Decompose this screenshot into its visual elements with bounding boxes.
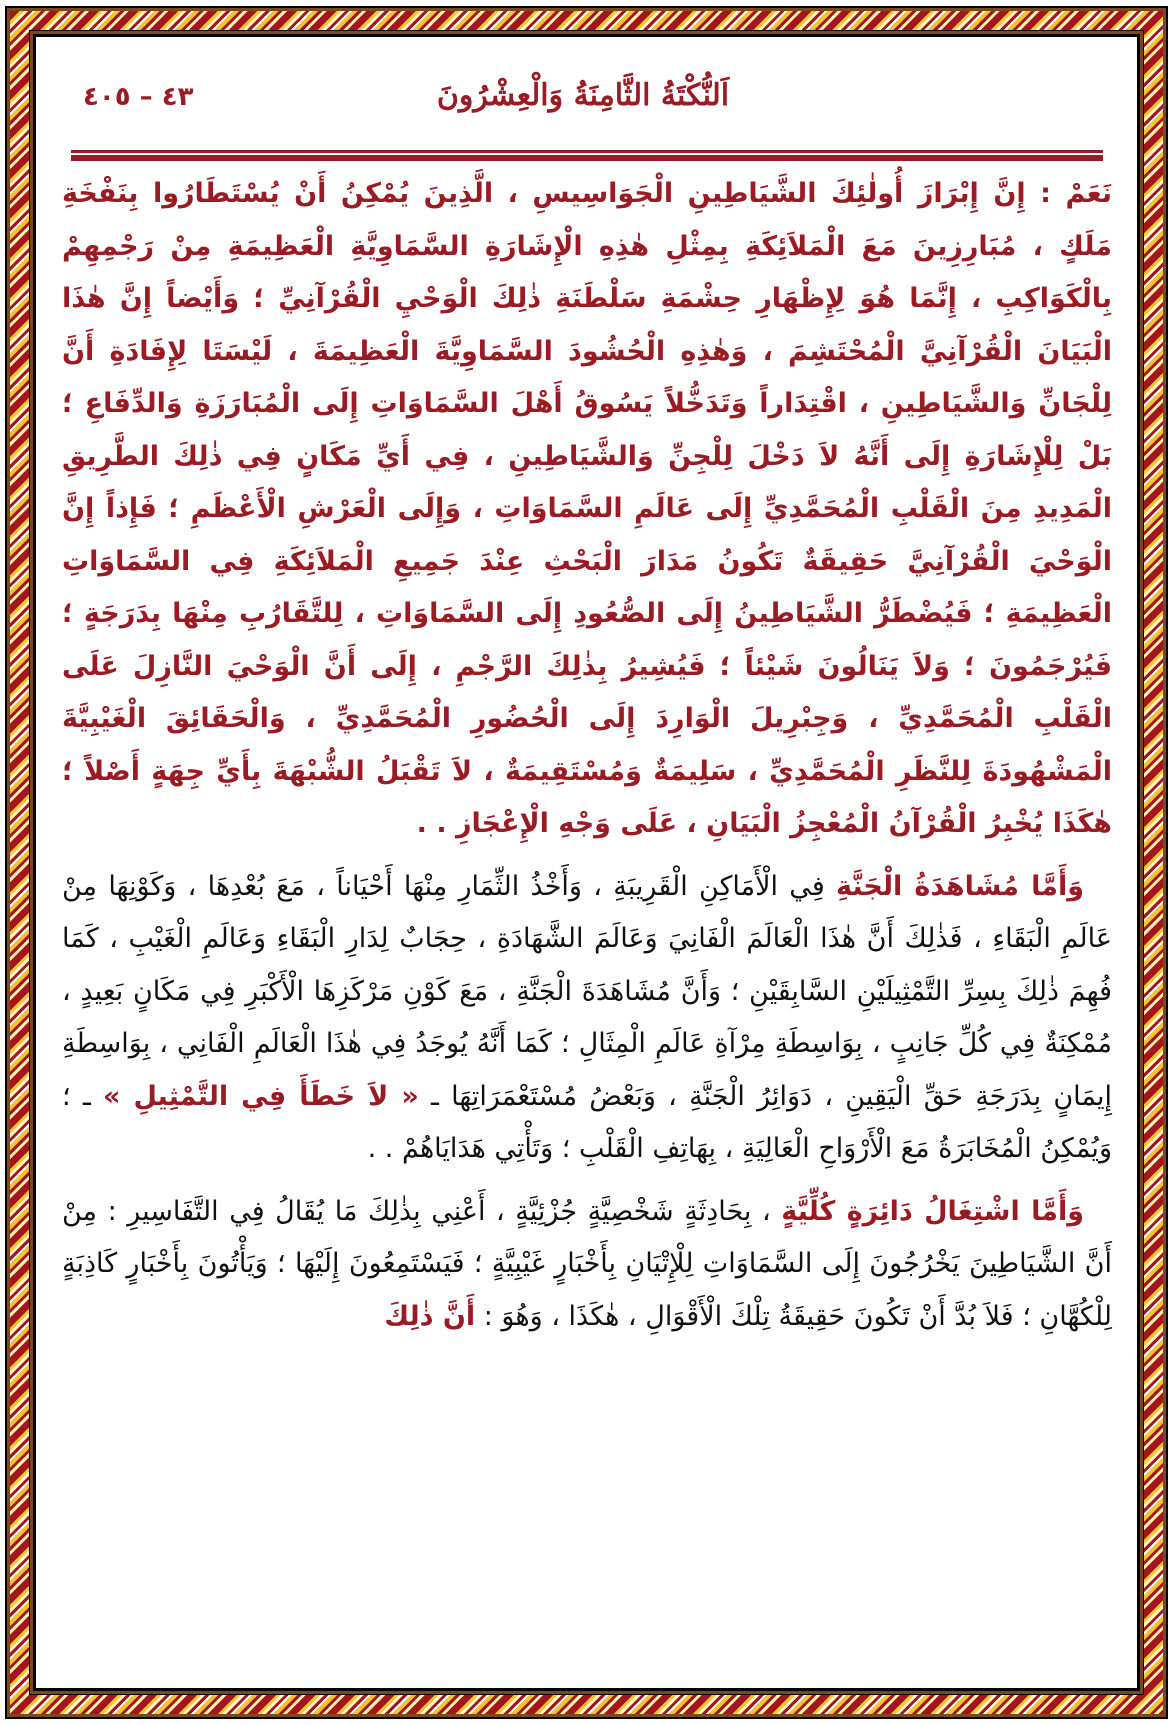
paragraph-3-tail: أَنَّ ذٰلِكَ bbox=[384, 1300, 476, 1332]
paragraph-2-text-a: فِي الْأَمَاكِنِ الْقَرِيبَةِ ، وَأَخْذُ الثِّمَارِ مِنْهَا أَحْيَاناً ، مَعَ بُعْدِهَا ، وَكَوْنِهَا مِنْ عَالَمِ الْبَقَاءِ ، فَذٰلِكَ أَنَّ هٰذَا الْعَالَمَ الْفَانِيَ وَعَالَمَ الشَّهَادَةِ ، حِجَابٌ لِدَارِ الْبَقَاءِ وَعَالَمِ الْغَيْبِ ، كَمَا فُهِمَ ذٰلِكَ بِسِرِّ التَّمْثِيلَيْنِ السَّابِقَيْنِ ؛ وَأَنَّ مُشَاهَدَةَ الْجَنَّةِ ، مَعَ كَوْنِ مَرْكَزِهَا الْأَكْبَرِ فِي مَكَانٍ بَعِيدٍ ، مُمْكِنَةٌ فِي كُلِّ جَانِبٍ ، بِوَاسِطَةِ مِرْآةِ عَالَمِ الْمِثَالِ ؛ كَمَا أَنَّهُ يُوجَدُ فِي هٰذَا الْعَالَمِ الْفَانِي ، بِوَاسِطَةِ إِيمَانٍ بِدَرَجَةِ حَقِّ الْيَقِينِ ، دَوَائِرُ الْجَنَّةِ ، وَبَعْضُ مُسْتَعْمَرَاتِهَا ـ bbox=[62, 870, 1112, 1112]
paragraph-2-quote: « لاَ خَطَأَ فِي التَّمْثِيلِ » bbox=[102, 1080, 419, 1112]
paragraph-2 bbox=[62, 861, 1112, 1176]
paragraph-1: نَعَمْ : إِنَّ إِبْرَازَ أُولٰئِكَ الشَّيَاطِينِ الْجَوَاسِيسِ ، الَّذِينَ يُمْكِنُ أَنْ يُسْتَطَارُوا بِنَفْخَةِ مَلَكٍ ، مُبَارِزِينَ مَعَ الْمَلاَئِكَةِ بِمِثْلِ هٰذِهِ الْإِشَارَةِ السَّمَاوِيَّةِ الْعَظِيمَةِ مِنْ رَجْمِهِمْ بِالْكَوَاكِبِ ، إِنَّمَا هُوَ لِإِظْهَارِ حِشْمَةِ سَلْطَنَةِ ذٰلِكَ الْوَحْيِ الْقُرْآنِيِّ ؛ وَأَيْضاً إِنَّ هٰذَا الْبَيَانَ الْقُرْآنِيَّ الْمُحْتَشِمَ ، وَهٰذِهِ الْحُشُودَ السَّمَاوِيَّةَ الْعَظِيمَةَ ، لَيْسَتَا لِإِفَادَةِ أَنَّ لِلْجَانِّ وَالشَّيَاطِينِ ، اقْتِدَاراً وَتَدَخُّلاً يَسُوقُ أَهْلَ السَّمَاوَاتِ إِلَى الْمُبَارَزَةِ وَالدِّفَاعِ ؛ بَلْ لِلْإِشَارَةِ إِلَى أَنَّهُ لاَ دَخْلَ لِلْجِنِّ وَالشَّيَاطِينِ ، فِي أَيِّ مَكَانٍ فِي ذٰلِكَ الطَّرِيقِ الْمَدِيدِ مِنَ الْقَلْبِ الْمُحَمَّدِيِّ إِلَى عَالَمِ السَّمَاوَاتِ ، وَإِلَى الْعَرْشِ الْأَعْظَمِ ؛ فَإِذاً إِنَّ الْوَحْيَ الْقُرْآنِيَّ حَقِيقَةٌ تَكُونُ مَدَارَ الْبَحْثِ عِنْدَ جَمِيعِ الْمَلاَئِكَةِ فِي السَّمَاوَاتِ الْعَظِيمَةِ ؛ فَيُضْطَرُّ الشَّيَاطِينُ إِلَى الصُّعُودِ إِلَى السَّمَاوَاتِ ، لِلتَّقَارُبِ مِنْهَا بِدَرَجَةٍ ؛ فَيُرْجَمُونَ ؛ وَلاَ يَنَالُونَ شَيْئاً ؛ فَيُشِيرُ بِذٰلِكَ الرَّجْمِ ، إِلَى أَنَّ الْوَحْيَ النَّازِلَ عَلَى الْقَلْبِ الْمُحَمَّدِيِّ ، وَجِبْرِيلَ الْوَارِدَ إِلَى الْحُضُورِ الْمُحَمَّدِيِّ ، وَالْحَقَائِقَ الْغَيْبِيَّةَ الْمَشْهُودَةَ لِلنَّظَرِ الْمُحَمَّدِيِّ ، سَلِيمَةٌ وَمُسْتَقِيمَةٌ ، لاَ تَقْبَلُ الشُّبْهَةَ بِأَيِّ جِهَةٍ أَصْلاً ؛ هٰكَذَا يُخْبِرُ الْقُرْآنُ الْمُعْجِزُ الْبَيَانِ ، عَلَى وَجْهِ الْإِعْجَازِ . . bbox=[62, 178, 1112, 839]
paragraph-3-lead: وَأَمَّا اشْتِغَالُ دَائِرَةٍ كُلِّيَّةٍ bbox=[781, 1195, 1084, 1227]
page-header bbox=[71, 78, 1103, 140]
paragraph-3 bbox=[62, 1186, 1112, 1344]
header-divider-thick bbox=[71, 155, 1103, 161]
page-number: ٤٣ – ٤٠٥ bbox=[83, 82, 194, 112]
paragraph-3-text: ، بِحَادِثَةٍ شَخْصِيَّةٍ جُزْئِيَّةٍ ، أَعْنِي بِذٰلِكَ مَا يُقَالُ فِي التَّفَاسِيرِ : مِنْ أَنَّ الشَّيَاطِينَ يَخْرُجُونَ إِلَى السَّمَاوَاتِ لِلْإِتْيَانِ بِأَخْبَارٍ غَيْبِيَّةٍ ؛ فَيَسْتَمِعُونَ إِلَيْهَا ؛ وَيَأْتُونَ بِأَخْبَارٍ كَاذِبَةٍ لِلْكُهَّانِ ؛ فَلاَ بُدَّ أَنْ تَكُونَ حَقِيقَةُ تِلْكَ الْأَقْوَالِ ، هٰكَذَا ، وَهُوَ : bbox=[62, 1195, 1112, 1332]
paragraph-2-lead: وَأَمَّا مُشَاهَدَةُ الْجَنَّةِ bbox=[836, 870, 1084, 902]
paragraph-2-text-b: ـ ؛ وَيُمْكِنُ الْمُخَابَرَةُ مَعَ الْأَرْوَاحِ الْعَالِيَةِ ، بِهَاتِفِ الْقَلْبِ ؛ وَتَأْتِي هَدَايَاهُمْ . . bbox=[62, 1080, 1112, 1164]
header-divider-thin bbox=[71, 150, 1103, 153]
page-body bbox=[62, 168, 1112, 1343]
page-title: اَلنُّكْتَةُ الثَّامِنَةُ وَالْعِشْرُونَ bbox=[436, 78, 730, 113]
